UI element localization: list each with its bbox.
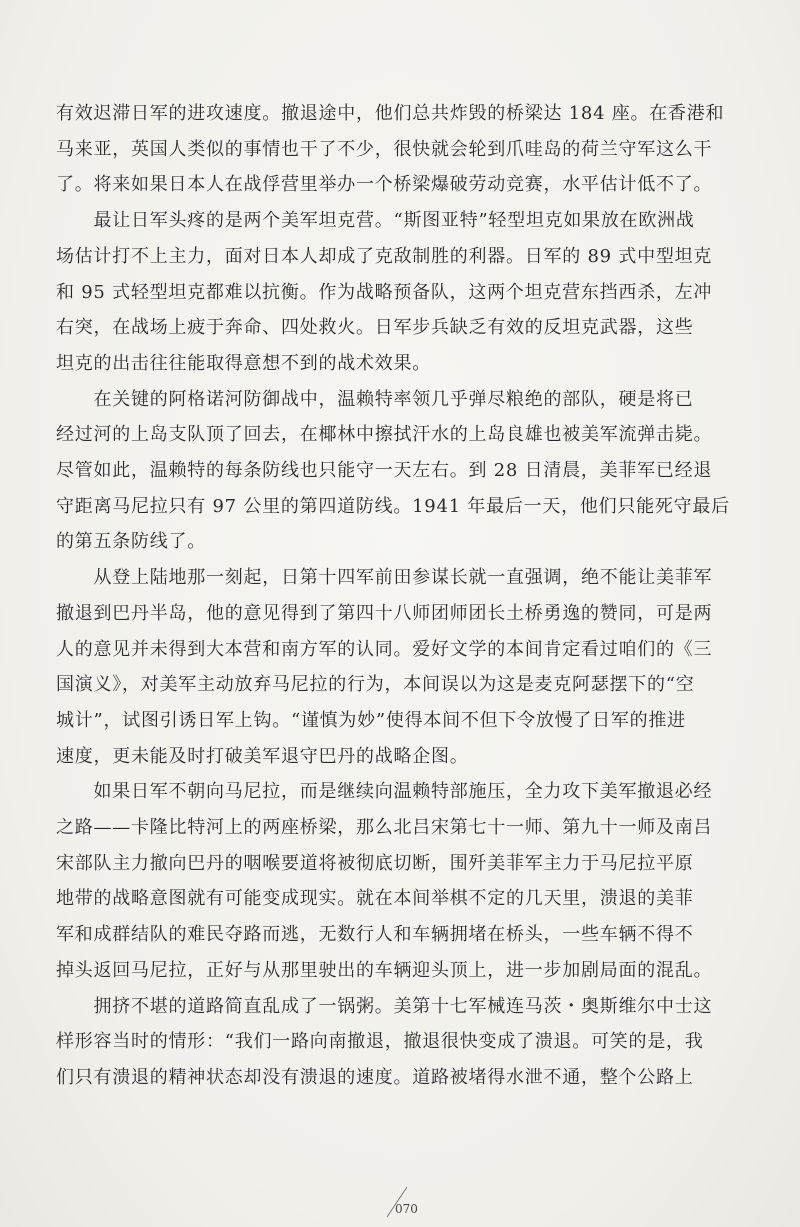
text-line: 样形容当时的情形：“我们一路向南撤退，撤退很快变成了溃退。可笑的是，我 bbox=[56, 1031, 704, 1053]
text-line: 速度，更未能及时打破美军退守巴丹的战略企图。 bbox=[56, 745, 469, 767]
paragraph bbox=[56, 382, 756, 561]
text-line: 们只有溃退的精神状态却没有溃退的速度。道路被堵得水泄不通，整个公路上 bbox=[56, 1066, 694, 1088]
text-line: 最让日军头疼的是两个美军坦克营。“斯图亚特”轻型坦克如果放在欧洲战 bbox=[56, 210, 695, 232]
page-number: 070 bbox=[395, 1202, 418, 1216]
body-text bbox=[56, 96, 756, 1096]
paragraph bbox=[56, 560, 756, 774]
paragraph bbox=[56, 203, 756, 382]
text-line: 掉头返回马尼拉，正好与从那里驶出的车辆迎头顶上，进一步加剧局面的混乱。 bbox=[56, 959, 713, 981]
text-line: 了。将来如果日本人在战俘营里举办一个桥梁爆破劳动竞赛，水平估计低不了。 bbox=[56, 174, 713, 196]
text-line: 国演义》，对美军主动放弃马尼拉的行为，本间误以为这是麦克阿瑟摆下的“空 bbox=[56, 674, 695, 696]
text-line: 场估计打不上主力，面对日本人却成了克敌制胜的利器。日军的 89 式中型坦克 bbox=[56, 245, 713, 267]
text-line: 如果日军不朝向马尼拉，而是继续向温赖特部施压，全力攻下美军撤退必经 bbox=[56, 781, 713, 803]
text-line: 之路——卡隆比特河上的两座桥梁，那么北吕宋第七十一师、第九十一师及南吕 bbox=[56, 817, 713, 839]
text-line: 地带的战略意图就有可能变成现实。就在本间举棋不定的几天里，溃退的美菲 bbox=[56, 888, 694, 910]
text-line: 宋部队主力撤向巴丹的咽喉要道将被彻底切断，围歼美菲军主力于马尼拉平原 bbox=[56, 852, 694, 874]
text-line: 右突，在战场上疲于奔命、四处救火。日军步兵缺乏有效的反坦克武器，这些 bbox=[56, 317, 694, 339]
text-line: 的第五条防线了。 bbox=[56, 531, 206, 553]
text-line: 尽管如此，温赖特的每条防线也只能守一天左右。到 28 日清晨，美菲军已经退 bbox=[56, 460, 713, 482]
text-line: 有效迟滞日军的进攻速度。撤退途中，他们总共炸毁的桥梁达 184 座。在香港和 bbox=[56, 103, 725, 124]
text-line: 从登上陆地那一刻起，日第十四军前田参谋长就一直强调，绝不能让美菲军 bbox=[56, 567, 713, 589]
paragraph bbox=[56, 989, 756, 1096]
text-line: 拥挤不堪的道路简直乱成了一锅粥。美第十七军械连马茨・奥斯维尔中士这 bbox=[56, 995, 713, 1017]
text-line: 在关键的阿格诺河防御战中，温赖特率领几乎弹尽粮绝的部队，硬是将已 bbox=[56, 388, 694, 410]
text-line: 马来亚，英国人类似的事情也干了不少，很快就会轮到爪哇岛的荷兰守军这么干 bbox=[56, 138, 713, 160]
paragraph bbox=[56, 96, 756, 203]
text-line: 坦克的出击往往能取得意想不到的战术效果。 bbox=[56, 352, 431, 374]
text-line: 军和成群结队的难民夺路而逃，无数行人和车辆拥堵在桥头，一些车辆不得不 bbox=[56, 924, 694, 946]
text-line: 守距离马尼拉只有 97 公里的第四道防线。1941 年最后一天，他们只能死守最后 bbox=[56, 495, 730, 517]
text-line: 经过河的上岛支队顶了回去，在椰林中擦拭汗水的上岛良雄也被美军流弹击毙。 bbox=[56, 424, 713, 446]
text-line: 和 95 式轻型坦克都难以抗衡。作为战略预备队，这两个坦克营东挡西杀，左冲 bbox=[56, 281, 713, 303]
paragraph bbox=[56, 774, 756, 988]
text-line: 撤退到巴丹半岛，他的意见得到了第四十八师团师团长土桥勇逸的赞同，可是两 bbox=[56, 602, 713, 624]
text-line: 城计”，试图引诱日军上钩。“谨慎为妙”使得本间不但下令放慢了日军的推进 bbox=[56, 709, 686, 731]
text-line: 人的意见并未得到大本营和南方军的认同。爱好文学的本间肯定看过咱们的《三 bbox=[56, 638, 713, 660]
